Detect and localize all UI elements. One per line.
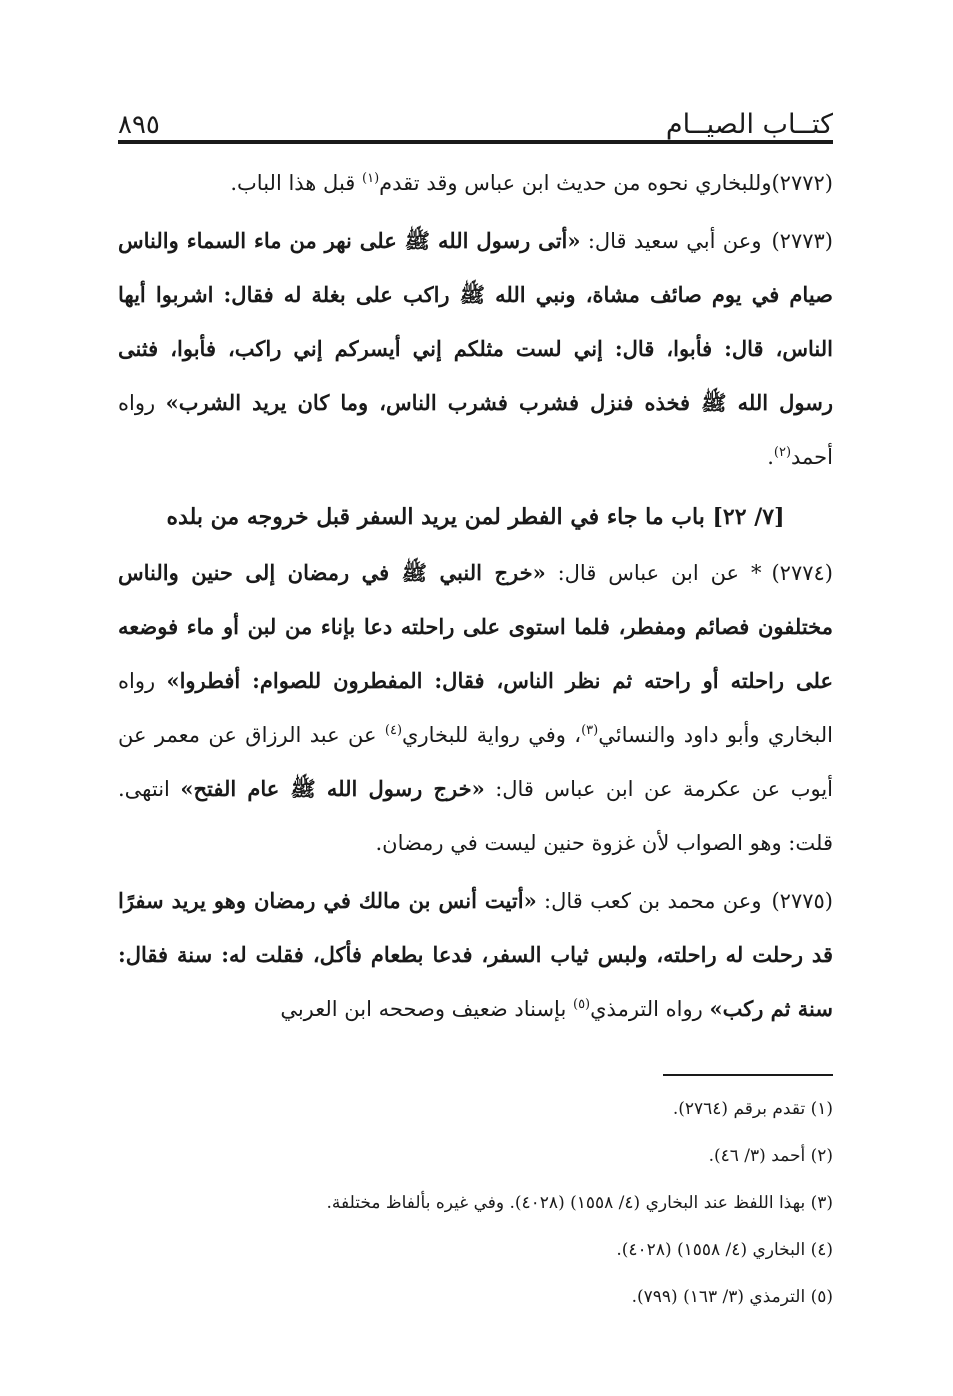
hadith-intro: * عن ابن عباس قال: (545, 561, 762, 585)
hadith-2775 (118, 874, 833, 1036)
hadith-end: بإسناد ضعيف وصححه ابن العربي (280, 997, 573, 1021)
hadith-matn: «أتى رسول الله ﷺ على نهر من ماء السماء والناس صيام في يوم صائف مشاة، ونبي الله ﷺ راكب على بغلة له فقال: اشربوا أيها الناس، قال: فأبوا، قال: إني لست مثلكم إني أيسركم إني راكب، فأبوا، فثنى رسول الله ﷺ فخذه فنزل فشرب فشرب الناس، وما كان يريد الشرب» (118, 228, 833, 415)
section-heading: [٧/ ٢٢] باب ما جاء في الفطر لمن يريد السفر قبل خروجه من بلده (166, 504, 785, 530)
footnote-ref: (٤) (384, 723, 403, 738)
hadith-text: وللبخاري نحوه من حديث ابن عباس وقد تقدم (379, 171, 772, 195)
footnote-5: (٥) الترمذي (٣/ ١٦٣) (٧٩٩). (631, 1287, 833, 1307)
hadith-matn: «خرج رسول الله ﷺ عام الفتح» (180, 776, 485, 801)
footnote-4: (٤) البخاري (٤/ ١٥٥٨) (٤٠٢٨). (616, 1240, 833, 1260)
footnote-2: (٢) أحمد (٣/ ٤٦). (708, 1146, 833, 1166)
hadith-source: رواه أحمد (118, 391, 833, 469)
hadith-intro: وعن محمد بن كعب قال: (536, 889, 762, 913)
hadith-number: (٢٧٧٢) (771, 171, 833, 195)
hadith-number: (٢٧٧٤) (771, 561, 833, 585)
footnote-ref: (٥) (572, 997, 591, 1012)
hadith-matn: «أتيت أنس بن مالك في رمضان وهو يريد سفرًا قد رحلت له راحلته، ولبس ثياب السفر، فدعا بطعام فأكل، فقلت له: سنة فقال: سنة ثم ركب» (118, 888, 833, 1021)
hadith-end: . (767, 445, 774, 469)
footnote-3: (٣) بهذا اللفظ عند البخاري (٤/ ١٥٥٨) (٤٠٢٨). وفي غيره بألفاظ مختلفة. (326, 1193, 833, 1213)
page-number: ٨٩٥ (118, 110, 160, 140)
hadith-number: (٢٧٧٥) (771, 889, 833, 913)
footnote-ref: (١) (362, 171, 380, 186)
footnote-ref: (٢) (773, 445, 792, 460)
hadith-intro: وعن أبي سعيد قال: (580, 229, 762, 253)
footnote-1: (١) تقدم برقم (٢٧٦٤). (672, 1099, 833, 1119)
running-title: كتــاب الصيــام (665, 109, 833, 140)
hadith-text: قبل هذا الباب. (230, 171, 363, 195)
hadith-source: رواه البخاري وأبو داود والنسائي (118, 669, 834, 747)
hadith-2774 (118, 546, 833, 870)
hadith-source: رواه الترمذي (590, 997, 710, 1021)
body-text (118, 156, 833, 1036)
hadith-2772 (118, 156, 833, 210)
footnote-divider (663, 1074, 833, 1076)
footnotes (118, 1086, 833, 1321)
footnote-ref: (٣) (581, 723, 599, 738)
hadith-2773 (118, 214, 833, 484)
running-header (118, 98, 833, 144)
hadith-matn: «خرج النبي ﷺ في رمضان إلى حنين والناس مختلفون فصائم ومفطر، فلما استوى على راحلته دعا بإناء من لبن أو ماء فوضعه على راحلته أو راحته ثم نظر الناس، فقال: المفطرون للصوام: أفطروا» (118, 560, 834, 693)
hadith-comment: انتهى. قلت: وهو الصواب لأن غزوة حنين ليست في رمضان. (118, 777, 833, 855)
page (118, 98, 833, 1321)
hadith-source: ، وفي رواية للبخاري (402, 723, 582, 747)
hadith-number: (٢٧٧٣) (771, 229, 833, 253)
hadith-chain: عن عبد الرزاق عن معمر عن أيوب عن عكرمة عن ابن عباس قال: (118, 723, 833, 801)
